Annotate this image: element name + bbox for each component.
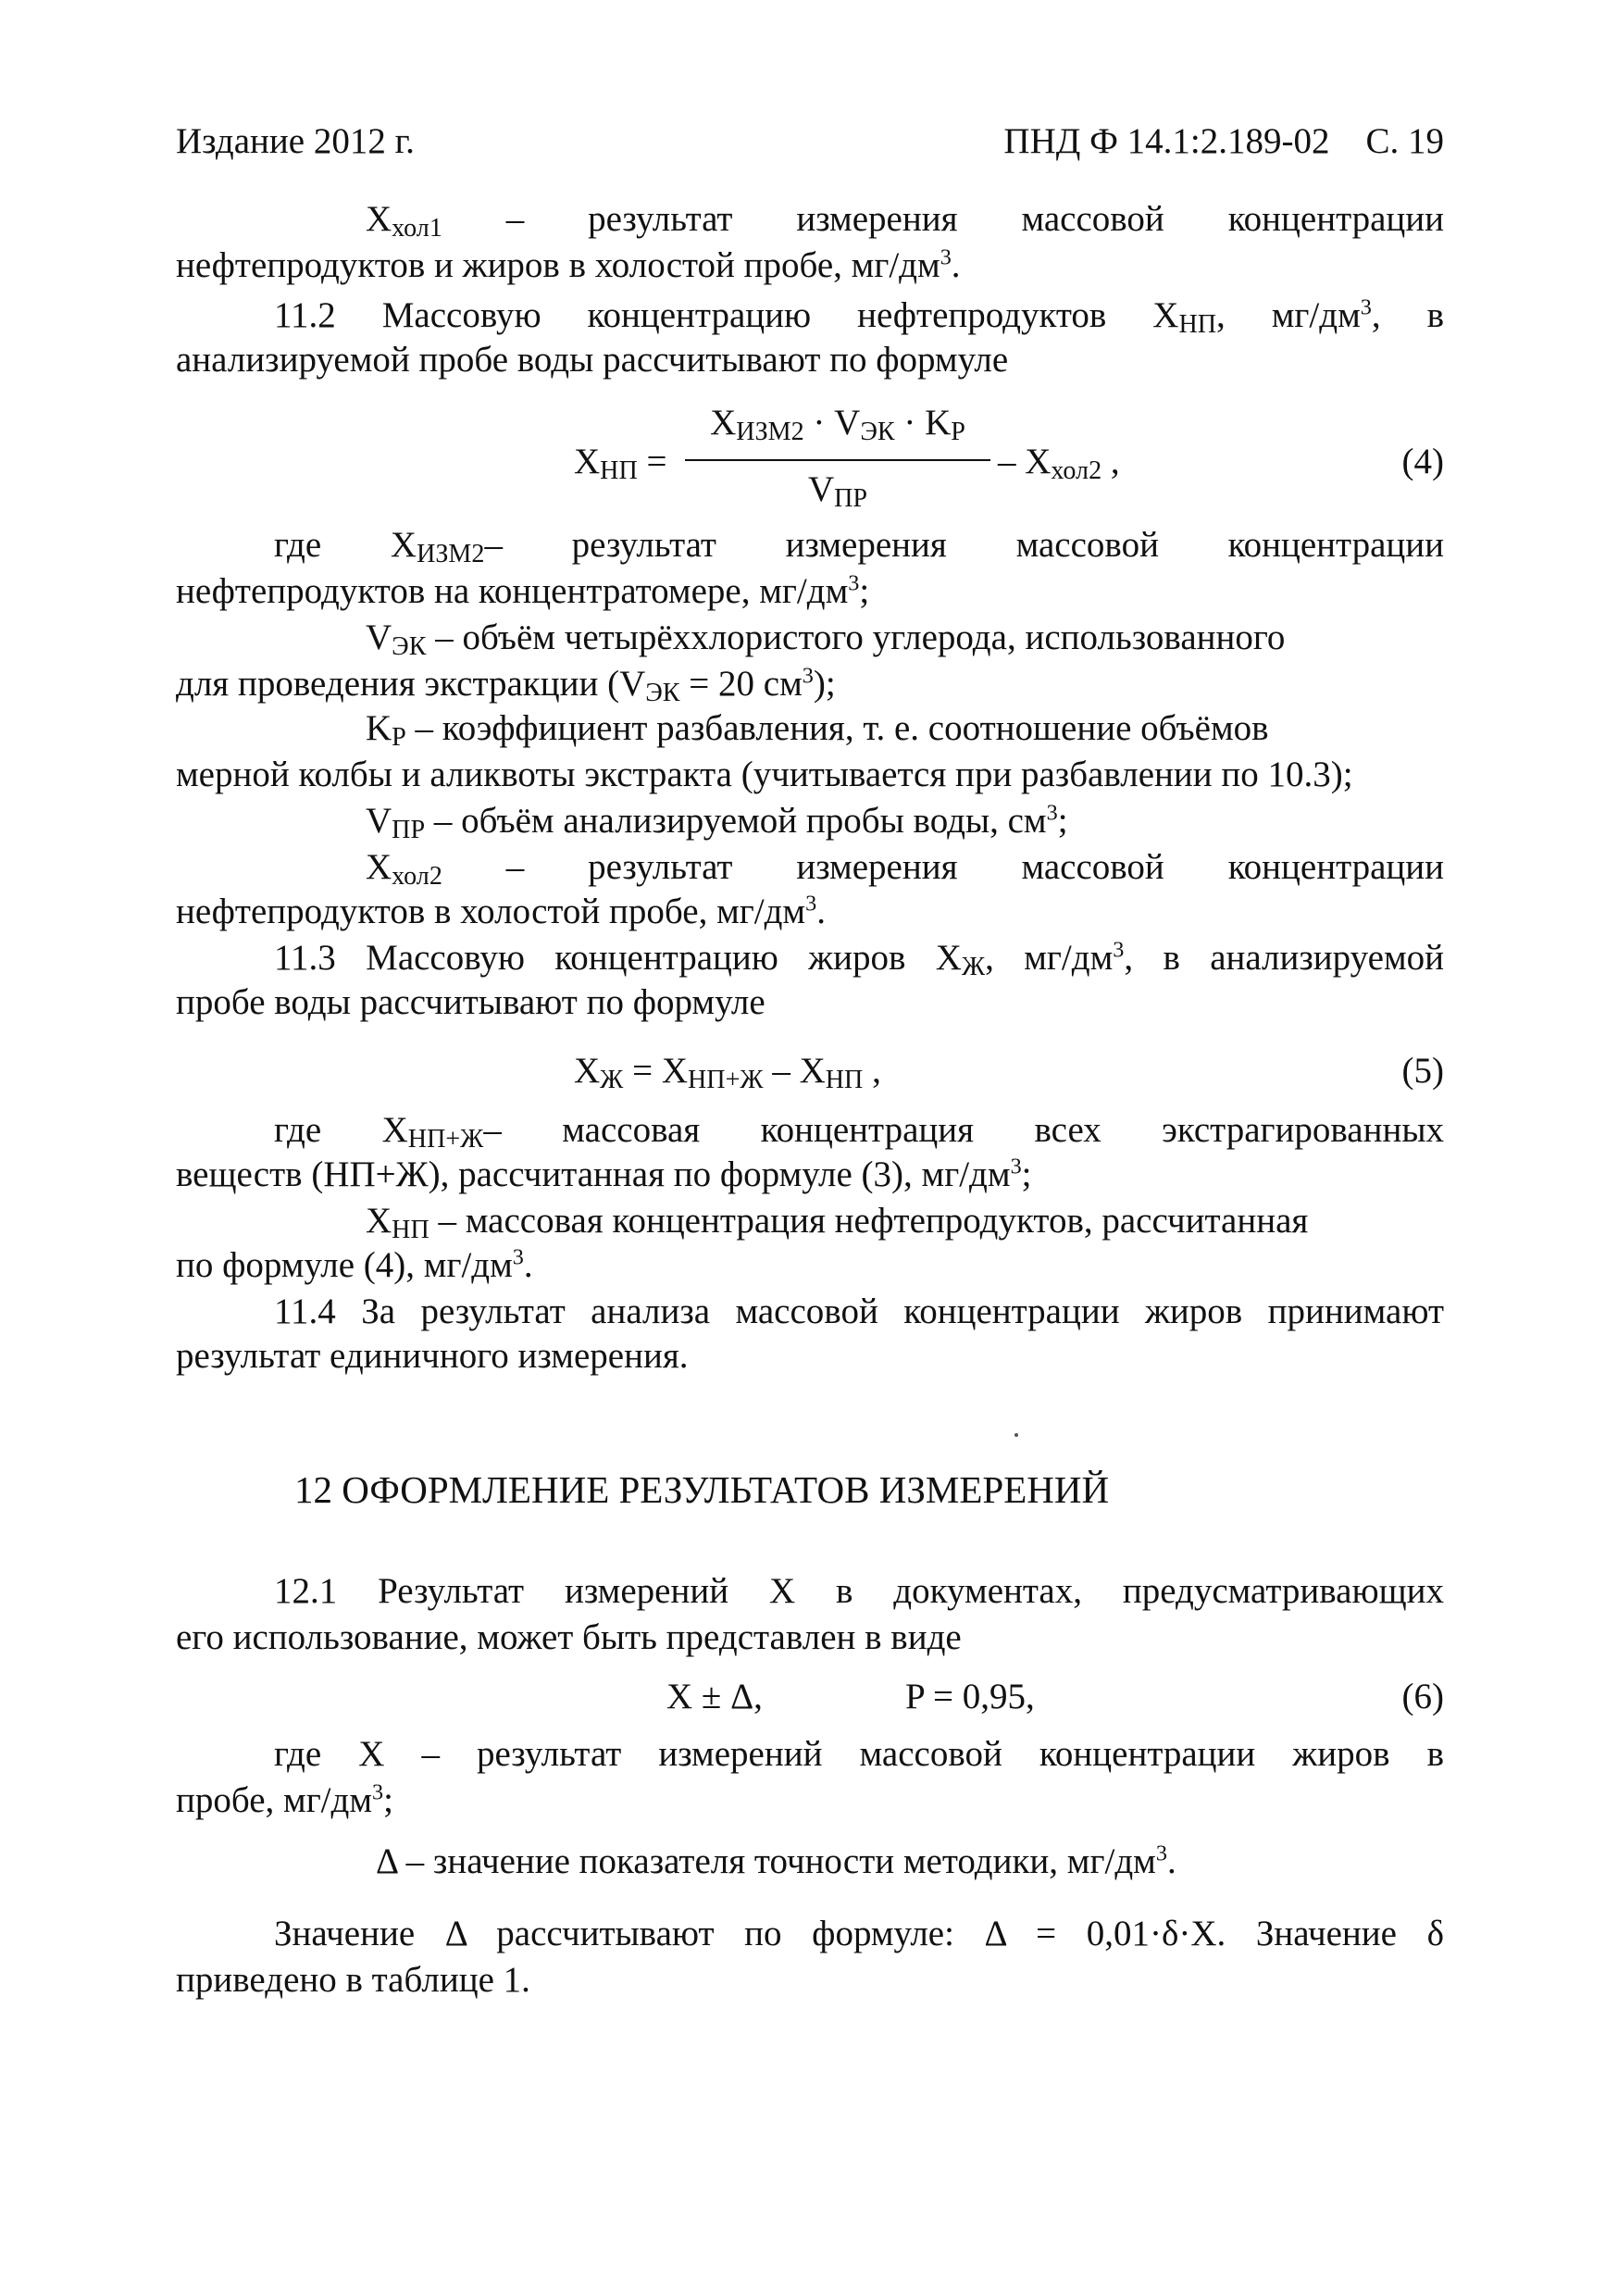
xhol2-line-1: Xхол2 – результат измерения массовой концентрации <box>366 847 1445 891</box>
formula-4-lhs: XНП = <box>574 442 667 485</box>
header-page-number: С. 19 <box>1365 121 1444 161</box>
formula-4-fraction-bar <box>685 459 990 461</box>
formula-4-denominator: VПР <box>807 469 868 513</box>
formula-4-numerator: XИЗМ2 · VЭК · KР <box>710 403 965 446</box>
formula-6 <box>666 1674 1222 1720</box>
s11-4-line-1: 11.4 За результат анализа массовой концентрации жиров принимают <box>274 1292 1444 1331</box>
xhol1-symbol: Xхол1 <box>366 199 442 243</box>
xhol1-line-2: нефтепродуктов и жиров в холостой пробе, $мг/дм^3$. <box>176 244 961 285</box>
formula-4 <box>574 400 1222 520</box>
formula-4-tail: – Xхол2 , <box>998 442 1120 485</box>
calc-line-2: приведено в таблице 1. <box>176 1960 530 2000</box>
word: – результат <box>505 199 733 239</box>
s11-3-line-2: пробе воды рассчитывают по формуле <box>176 982 765 1022</box>
where5-line-2: веществ (НП+Ж), рассчитанная по формуле (3), $мг/дм^3$; <box>176 1154 1032 1194</box>
vpr-line: VПР – объём анализируемой пробы воды, $см^3$; <box>366 800 1068 844</box>
s12-1-line-2: его использование, может быть представлен в виде <box>176 1617 962 1657</box>
s12-1-line-1: 12.1 Результат измерений X в документах, предусматривающих <box>274 1571 1444 1611</box>
xhol2-line-2: нефтепродуктов в холостой пробе, $мг/дм^3$. <box>176 891 826 931</box>
formula-6-probability: P = 0,95, <box>905 1677 1035 1716</box>
header-edition: Издание 2012 г. <box>176 121 415 161</box>
scan-speck <box>1014 1433 1018 1437</box>
vek-line-2: для проведения экстракции (VЭК = 20 $см^3$); <box>176 663 836 707</box>
formula-5: XЖ = XНП+Ж – XНП , <box>574 1051 881 1094</box>
where4-line-1: где XИЗМ2– результат измерения массовой концентрации <box>274 525 1444 568</box>
xnp-line-2: по формуле (4), $мг/дм^3$. <box>176 1244 533 1285</box>
s11-2-line-2: анализируемой пробе воды рассчитывают по формуле <box>176 340 1009 380</box>
where5-line-1: где XНП+Ж– массовая концентрация всех экстрагированных <box>274 1110 1445 1154</box>
xhol1-line-1 <box>366 196 1444 243</box>
word: массовой <box>1021 199 1164 239</box>
vek-line-1: VЭК – объём четырёххлористого углерода, использованного <box>366 618 1286 661</box>
formula-4-number: (4) <box>1401 442 1444 481</box>
formula-6-number: (6) <box>1401 1677 1444 1716</box>
formula-5-number: (5) <box>1401 1051 1444 1091</box>
delta-line: Δ – значение показателя точности методики, $мг/дм^3$. <box>376 1841 1176 1881</box>
word: измерения <box>796 199 958 239</box>
formula-6-expression: X ± Δ, <box>666 1677 763 1716</box>
calc-line-1: Значение Δ рассчитывают по формуле: Δ = 0,01·δ·X. Значение δ <box>274 1914 1444 1953</box>
section-12-title: 12 ОФОРМЛЕНИЕ РЕЗУЛЬТАТОВ ИЗМЕРЕНИЙ <box>294 1468 1110 1511</box>
s11-4-line-2: результат единичного измерения. <box>176 1336 689 1376</box>
s11-2-line-1: 11.2 Массовую концентрацию нефтепродуктов XНП, $мг/дм^3$, в <box>274 294 1444 339</box>
where6-line-2: пробе, $мг/дм^3$; <box>176 1779 393 1820</box>
word: концентрации <box>1227 199 1445 239</box>
s11-3-line-1: 11.3 Массовую концентрацию жиров XЖ, $мг/дм^3$, в анализируемой <box>274 937 1444 981</box>
where4-line-2: нефтепродуктов на концентратомере, $мг/дм^3$; <box>176 570 870 611</box>
header-doc-code: ПНД Ф 14.1:2.189-02 <box>1003 121 1330 161</box>
xnp-line-1: XНП – массовая концентрация нефтепродуктов, рассчитанная <box>366 1201 1309 1244</box>
header-right <box>1003 119 1444 165</box>
kp-line-1: KР – коэффициент разбавления, т. е. соотношение объёмов <box>366 708 1269 752</box>
kp-line-2: мерной колбы и аликвоты экстракта (учитывается при разбавлении по 10.3); <box>176 755 1353 794</box>
where6-line-1: где X – результат измерений массовой концентрации жиров в <box>274 1734 1444 1774</box>
